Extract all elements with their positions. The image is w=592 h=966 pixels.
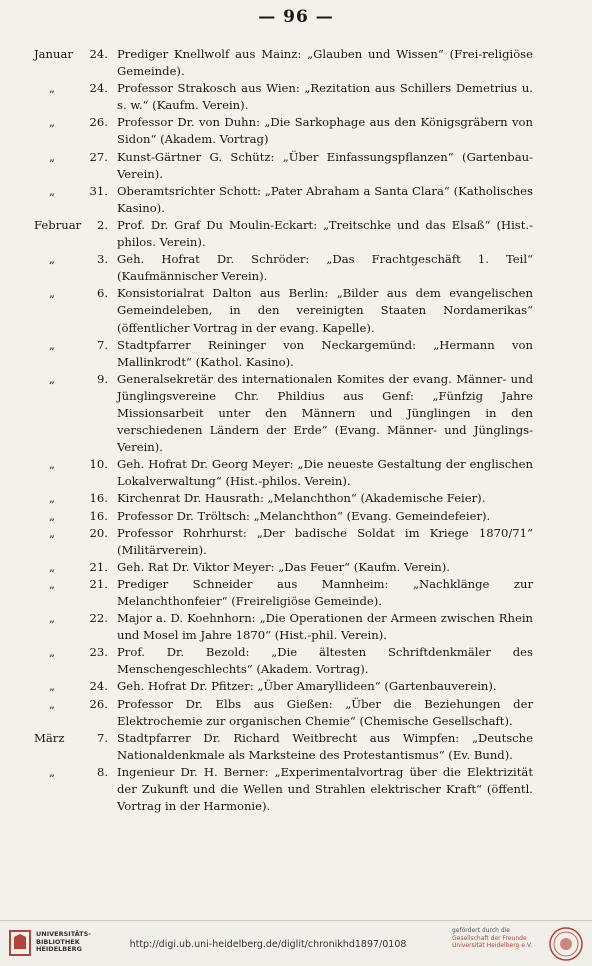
entry-month: „ [48, 457, 55, 472]
entry-month: „ [48, 252, 55, 267]
entry-month: „ [48, 696, 55, 711]
entry-month: „ [48, 286, 55, 301]
entry-month: „ [48, 337, 55, 352]
entry-text: Kirchenrat Dr. Hausrath: „Melanchthon“ (Akademische Feier). [117, 491, 486, 506]
entry-text: Prof. Dr. Graf Du Moulin-Eckart: „Treitschke und das Elsaß“ (Hist.-philos. Verein). [117, 217, 533, 250]
entry-text: Geh. Hofrat Dr. Schröder: „Das Frachtgeschäft 1. Teil“ (Kaufmännischer Verein). [117, 252, 533, 284]
entry-day: 9. [96, 371, 108, 386]
page-number: — 96 — [258, 7, 334, 27]
entry-day: 24. [89, 47, 108, 61]
entry-day: 2. [96, 217, 108, 232]
list-item [0, 149, 592, 183]
entry-day: 23. [89, 645, 108, 660]
entry-day: 3. [96, 252, 108, 267]
entry-text: Geh. Rat Dr. Viktor Meyer: „Das Feuer“ (Kaufm. Verein). [117, 559, 450, 574]
list-item [0, 251, 592, 285]
entry-day: 16. [89, 508, 108, 523]
sponsor-credit [452, 927, 532, 950]
list-item [0, 456, 592, 490]
list-item [0, 576, 592, 610]
entry-text: Prof. Dr. Bezold: „Die ältesten Schriftdenkmäler des Menschengeschlechts“ (Akadem. Vortrag). [117, 645, 533, 677]
entry-day: 20. [89, 525, 108, 540]
footer-bar [0, 920, 592, 966]
library-name [36, 931, 91, 954]
entry-day: 21. [89, 559, 108, 574]
list-item [0, 559, 592, 576]
university-seal-icon [548, 926, 584, 962]
entry-day: 21. [89, 576, 108, 591]
entry-day: 26. [89, 115, 108, 130]
entry-day: 24. [89, 679, 108, 694]
entry-month: „ [48, 149, 55, 164]
sponsor-line: gefördert durch die [452, 927, 510, 934]
list-item [0, 46, 592, 80]
entry-text: Geh. Hofrat Dr. Georg Meyer: „Die neueste Gestaltung der englischen Lokalverwaltung“ (Hist.-philos. Verein). [117, 457, 533, 489]
entry-day: 16. [89, 491, 108, 506]
entry-month: „ [48, 371, 55, 386]
entry-day: 10. [89, 457, 108, 472]
entry-month: „ [48, 611, 55, 626]
entry-month: „ [48, 645, 55, 660]
entry-day: 7. [96, 730, 108, 745]
library-name-line: HEIDELBERG [36, 945, 83, 953]
entry-month: „ [48, 525, 55, 540]
entry-text: Professor Dr. Elbs aus Gießen: „Über die Beziehungen der Elektrochemie zur organischen Chemie“ (Chemische Gesellschaft). [117, 696, 533, 728]
entry-month: Januar [34, 47, 73, 61]
entry-day: 26. [89, 696, 108, 711]
entry-day: 27. [89, 149, 108, 164]
entries-list [0, 46, 592, 815]
entry-text: Kunst-Gärtner G. Schütz: „Über Einfassungspflanzen“ (Gartenbau-Verein). [117, 149, 533, 181]
entry-day: 24. [89, 81, 108, 96]
entry-month: „ [48, 491, 55, 506]
entry-day: 31. [89, 183, 108, 198]
university-library-logo-icon [8, 929, 32, 957]
list-item [0, 337, 592, 371]
entry-month: „ [48, 764, 55, 779]
entry-day: 7. [96, 337, 108, 352]
entry-month: „ [48, 559, 55, 574]
entry-text: Konsistorialrat Dalton aus Berlin: „Bilder aus dem evangelischen Gemeindeleben, in den vereinigten Staaten Nordamerikas“ (öffentlicher Vortrag in der evang. Kapelle). [117, 286, 533, 335]
entry-text: Professor Strakosch aus Wien: „Rezitation aus Schillers Demetrius u. s. w.“ (Kaufm. Verein). [117, 81, 533, 113]
sponsor-name-line: Universität Heidelberg e.V. [452, 942, 533, 949]
list-item [0, 764, 592, 815]
entry-text: Professor Rohrhurst: „Der badische Soldat im Kriege 1870/71“ (Militärverein). [117, 525, 533, 557]
entry-text: Geh. Hofrat Dr. Pfitzer: „Über Amaryllideen“ (Gartenbauverein). [117, 679, 497, 694]
entry-month: „ [48, 115, 55, 130]
entry-day: 8. [96, 764, 108, 779]
list-item [0, 80, 592, 114]
entry-month: „ [48, 183, 55, 198]
entry-text: Oberamtsrichter Schott: „Pater Abraham a Santa Clara“ (Katholisches Kasino). [117, 183, 533, 215]
list-item [0, 525, 592, 559]
list-item [0, 644, 592, 678]
entry-day: 6. [96, 286, 108, 301]
list-item [0, 678, 592, 695]
entry-day: 22. [89, 611, 108, 626]
entry-text: Stadtpfarrer Reininger von Neckargemünd: „Hermann von Mallinkrodt“ (Kathol. Kasino). [117, 337, 533, 369]
list-item [0, 730, 592, 764]
list-item [0, 490, 592, 507]
library-name-line: UNIVERSITÄTS- [36, 930, 91, 938]
list-item [0, 285, 592, 336]
entry-month: „ [48, 81, 55, 96]
entry-text: Professor Dr. von Duhn: „Die Sarkophage aus den Königsgräbern von Sidon“ (Akadem. Vortrag) [117, 115, 533, 147]
entry-month: „ [48, 679, 55, 694]
entry-text: Prediger Knellwolf aus Mainz: „Glauben und Wissen“ (Frei-religiöse Gemeinde). [117, 47, 533, 79]
list-item [0, 183, 592, 217]
entry-text: Generalsekretär des internationalen Komites der evang. Männer- und Jünglingsvereine Chr. Phildius aus Genf: „Fünfzig Jahre Missionsarbeit unter den Männern und Jünglingen in den verschiedenen Ländern der Erde“ (Evang. Männer- und Jünglings-Verein). [117, 371, 533, 455]
list-item [0, 217, 592, 251]
list-item [0, 508, 592, 525]
entry-month: „ [48, 576, 55, 591]
entry-text: Professor Dr. Tröltsch: „Melanchthon“ (Evang. Gemeindefeier). [117, 508, 491, 523]
list-item [0, 371, 592, 456]
entry-text: Stadtpfarrer Dr. Richard Weitbrecht aus Wimpfen: „Deutsche Nationaldenkmale als Marksteine des Protestantismus“ (Ev. Bund). [117, 730, 533, 762]
entry-month: „ [48, 508, 55, 523]
entry-month: Februar [34, 217, 82, 232]
source-url-link[interactable]: http://digi.ub.uni-heidelberg.de/diglit/chronikhd1897/0108 [129, 939, 407, 950]
list-item [0, 696, 592, 730]
entry-text: Major a. D. Koehnhorn: „Die Operationen der Armeen zwischen Rhein und Mosel im Jahre 1870“ (Hist.-phil. Verein). [117, 611, 533, 643]
entry-text: Prediger Schneider aus Mannheim: „Nachklänge zur Melanchthonfeier“ (Freireligiöse Gemeinde). [117, 576, 533, 608]
entry-text: Ingenieur Dr. H. Berner: „Experimentalvortrag über die Elektrizität der Zukunft und die Wellen und Strahlen elektrischer Kraft“ (öffentl. Vortrag in der Harmonie). [117, 764, 533, 814]
library-name-line: BIBLIOTHEK [36, 937, 80, 946]
sponsor-name-line: Gesellschaft der Freunde [452, 934, 527, 942]
entry-month: März [34, 730, 65, 745]
list-item [0, 114, 592, 148]
list-item [0, 610, 592, 644]
